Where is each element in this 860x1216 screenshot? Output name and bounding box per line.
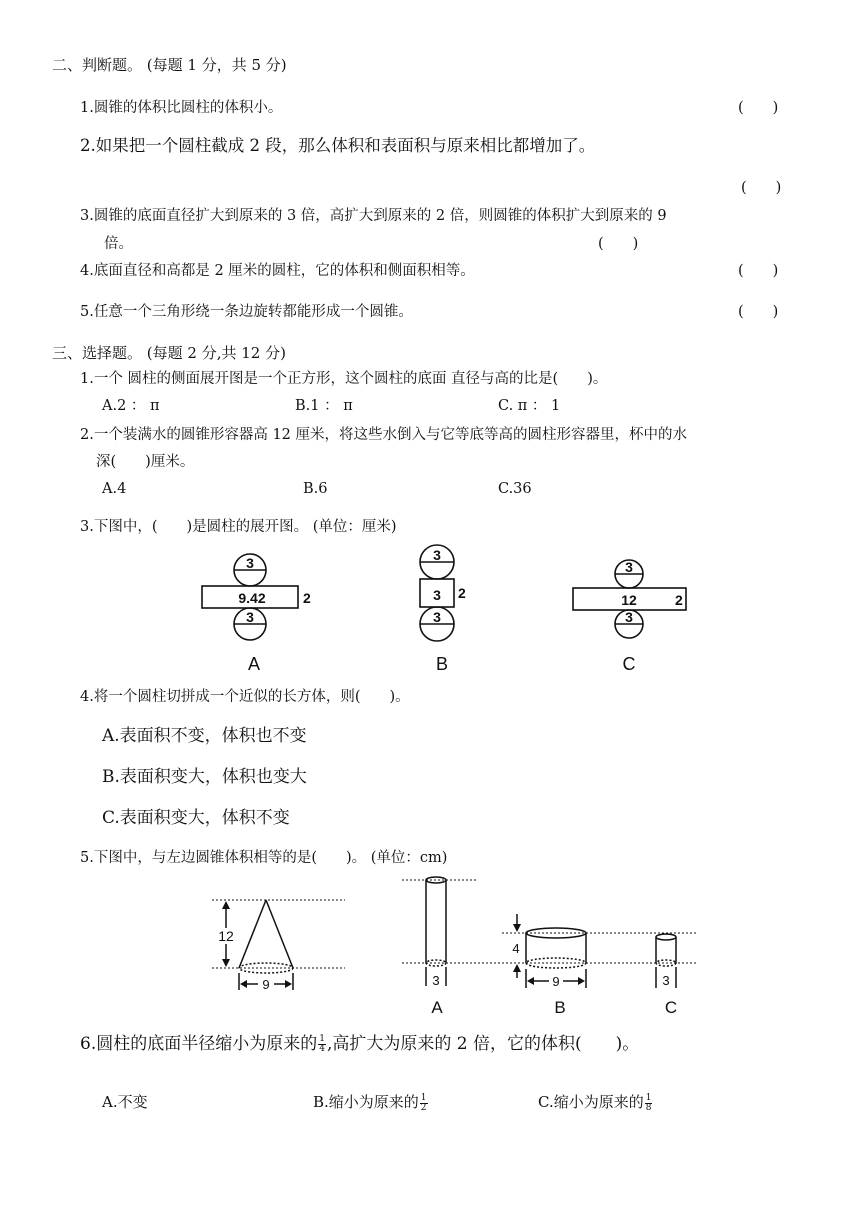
choice-q1-option-c[interactable]: C. π ： 1 — [498, 398, 561, 414]
choice-q3-text: 3.下图中，( )是圆柱的展开图。 (单位：厘米) — [80, 519, 397, 535]
net-c-side-label: 2 — [675, 592, 683, 608]
net-b-bottom-label: 3 — [433, 609, 441, 625]
choice-q4-text: 4.将一个圆柱切拼成一个近似的长方体，则( )。 — [80, 689, 410, 705]
cylinder-c-caption: C — [664, 998, 678, 1017]
net-a-rect-label: 9.42 — [238, 590, 266, 606]
net-a-top-label: 3 — [246, 555, 254, 571]
cone-height-label: 12 — [218, 928, 234, 944]
choice-q6-option-c[interactable]: C.缩小为原来的 $\frac{1}{8}$ — [538, 1092, 652, 1113]
section-3-heading: 三、选择题。 (每题 2 分,共 12 分) — [52, 344, 286, 362]
cylinder-a-diameter-label: 3 — [432, 973, 440, 988]
choice-q6-text-before: 6.圆柱的底面半径缩小为原来的 — [80, 1034, 318, 1054]
cone-figure — [212, 900, 345, 992]
net-c-bottom-label: 3 — [625, 609, 633, 625]
choice-q5-text: 5.下图中，与左边圆锥体积相等的是( )。 (单位：cm) — [80, 850, 448, 866]
cylinder-a[interactable] — [426, 877, 446, 986]
net-a-bottom-label: 3 — [246, 609, 254, 625]
judge-q4-text: 4.底面直径和高都是 2 厘米的圆柱，它的体积和侧面积相等。 — [80, 263, 475, 279]
net-c-rect-label: 12 — [621, 592, 637, 608]
judge-q3-blank[interactable]: ( ) — [598, 236, 639, 252]
choice-q4-option-b[interactable]: B.表面积变大，体积也变大 — [102, 767, 307, 787]
cylinder-c-diameter-label: 3 — [662, 973, 670, 988]
choice-q6-text — [80, 1034, 639, 1054]
choice-q6-option-a[interactable]: A.不变 — [102, 1093, 148, 1111]
choice-q6-option-b[interactable]: B.缩小为原来的 $\frac{1}{2}$ — [313, 1092, 427, 1113]
cylinder-a-caption: A — [431, 998, 443, 1017]
judge-q2-text: 2.如果把一个圆柱截成 2 段，那么体积和表面积与原来相比都增加了。 — [80, 136, 596, 155]
net-c-caption: C — [622, 654, 636, 674]
choice-q1-text: 1.一个 圆柱的侧面展开图是一个正方形，这个圆柱的底面 直径与高的比是( )。 — [80, 371, 608, 387]
choice-q2-option-a[interactable]: A.4 — [102, 481, 127, 497]
cylinder-b-caption: B — [554, 998, 566, 1017]
judge-q5-text: 5.任意一个三角形绕一条边旋转都能形成一个圆锥。 — [80, 304, 413, 320]
cylinder-b-height-label: 4 — [512, 941, 520, 956]
volume-figures — [0, 870, 860, 1030]
fraction-one-half: $\frac{1}{2}$ — [420, 1092, 427, 1113]
choice-q4-option-c[interactable]: C.表面积变大，体积不变 — [102, 808, 290, 828]
fraction-one-eighth: $\frac{1}{8}$ — [645, 1092, 652, 1113]
judge-q1-blank[interactable]: ( ) — [738, 100, 779, 116]
net-figures — [0, 540, 860, 700]
choice-q2-line2: 深( )厘米。 — [96, 454, 195, 470]
choice-q2-option-c[interactable]: C.36 — [498, 481, 532, 497]
choice-q6-text-after: ,高扩大为原来的 2 倍，它的体积( )。 — [326, 1034, 640, 1054]
cylinder-b-diameter-label: 9 — [552, 974, 560, 989]
fraction-one-quarter: $\frac{1}{4}$ — [319, 1034, 325, 1054]
judge-q5-blank[interactable]: ( ) — [738, 304, 779, 320]
net-b-rect-label: 3 — [433, 587, 441, 603]
net-c-top-label: 3 — [625, 559, 633, 575]
net-b-top-label: 3 — [433, 547, 441, 563]
judge-q3-line2: 倍。 — [104, 236, 133, 252]
judge-q3-line1: 3.圆锥的底面直径扩大到原来的 3 倍，高扩大到原来的 2 倍，则圆锥的体积扩大到原来的 9 — [80, 208, 667, 224]
judge-q4-blank[interactable]: ( ) — [738, 263, 779, 279]
judge-q2-blank[interactable]: ( ) — [741, 180, 782, 196]
choice-q1-option-b[interactable]: B.1 ： π — [295, 398, 353, 414]
judge-q1-text: 1.圆锥的体积比圆柱的体积小。 — [80, 100, 283, 116]
net-b-side-label: 2 — [458, 585, 466, 601]
choice-q1-option-a[interactable]: A.2 ： π — [102, 398, 160, 414]
choice-q4-option-a[interactable]: A.表面积不变，体积也不变 — [102, 726, 307, 746]
section-2-heading: 二、判断题。 (每题 1 分，共 5 分) — [52, 56, 287, 74]
net-a-caption: A — [247, 654, 261, 674]
choice-q2-option-b[interactable]: B.6 — [303, 481, 328, 497]
choice-q2-line1: 2.一个装满水的圆锥形容器高 12 厘米，将这些水倒入与它等底等高的圆柱形容器里，杯中的水 — [80, 427, 687, 443]
net-b-caption: B — [435, 654, 449, 674]
net-a-side-label: 2 — [303, 590, 311, 606]
cone-diameter-label: 9 — [262, 977, 270, 992]
